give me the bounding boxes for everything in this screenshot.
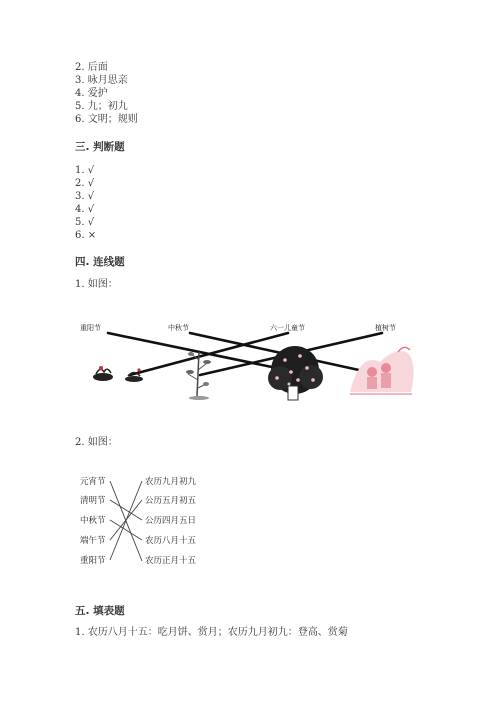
right-date: 农历正月十五: [145, 556, 197, 566]
festival-label: 中秋节: [168, 324, 189, 332]
right-date: 公历五月初五: [145, 496, 197, 506]
festival-label: 六一儿童节: [270, 324, 305, 332]
answer-line: 3. 咏月思亲: [75, 75, 128, 86]
left-festival: 端午节: [80, 536, 106, 546]
answer-line: 2. 后面: [75, 62, 108, 73]
question-label: 1. 如图：: [75, 279, 118, 290]
left-festival: 清明节: [80, 496, 106, 506]
festival-label: 重阳节: [80, 324, 101, 332]
right-date: 公历四月五日: [145, 516, 197, 526]
answer-line: 4. √: [75, 204, 95, 215]
section-heading-judgement: 三. 判断题: [75, 141, 125, 153]
question-label: 2. 如图：: [75, 437, 118, 448]
answer-line: 6. 文明；规则: [75, 114, 138, 125]
answer-line: 5. 九；初九: [75, 101, 128, 112]
right-date: 农历九月初九: [145, 477, 197, 487]
section-heading-fill-table: 五. 填表题: [75, 605, 125, 617]
date-matching-lines: [110, 481, 142, 561]
answer-line: 6. ×: [75, 230, 97, 241]
answer-line: 5. √: [75, 217, 95, 228]
left-festival: 重阳节: [80, 556, 106, 566]
answer-line: 2. √: [75, 178, 95, 189]
left-festival: 中秋节: [80, 516, 106, 526]
answer-line: 3. √: [75, 191, 95, 202]
answer-line: 1. 农历八月十五：吃月饼、赏月；农历九月初九：登高、赏菊: [75, 627, 348, 638]
answer-line: 4. 爱护: [75, 88, 108, 99]
left-festival: 元宵节: [80, 477, 106, 487]
answer-line: 1. √: [75, 165, 95, 176]
festival-label: 植树节: [375, 324, 396, 332]
section-heading-matching: 四. 连线题: [75, 256, 125, 268]
match-line: [110, 500, 142, 520]
right-date: 农历八月十五: [145, 536, 197, 546]
match-line: [110, 520, 142, 540]
